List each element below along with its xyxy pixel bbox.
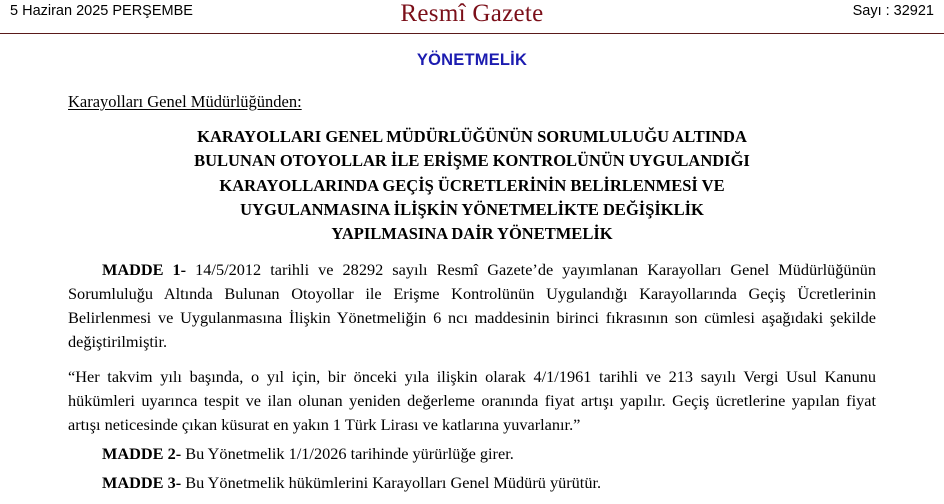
document-title: [68, 125, 876, 246]
issuing-authority: Karayolları Genel Müdürlüğünden:: [68, 92, 302, 111]
amended-sentence-quote: “Her takvim yılı başında, o yıl için, bir önceki yıla ilişkin olarak 4/1/1961 tarihli ve 213 sayılı Vergi Usul Kanunu hükümleri uyarınca tespit ve ilan olunan yeniden değerleme oranında fiyat artışı yapılır. Geçiş ücretlerine yapılan fiyat artışı neticesinde çıkan küsurat en yakın 1 Türk Lirası ve katlarına yuvarlanır.”: [68, 367, 876, 434]
document-title-line: KARAYOLLARINDA GEÇİŞ ÜCRETLERİNİN BELİRLENMESİ VE: [219, 175, 725, 195]
article-2-label: MADDE 2-: [102, 443, 182, 463]
document-title-line: YAPILMASINA DAİR YÖNETMELİK: [331, 224, 613, 243]
masthead-date: 5 Haziran 2025 PERŞEMBE: [10, 3, 193, 19]
article-2-paragraph: [68, 442, 876, 466]
article-1-label: MADDE 1-: [102, 260, 187, 280]
article-2-text: Bu Yönetmelik 1/1/2026 tarihinde yürürlüğe girer.: [181, 443, 514, 463]
section-heading: YÖNETMELİK: [416, 51, 528, 69]
masthead: [0, 0, 944, 34]
document-title-line: KARAYOLLARI GENEL MÜDÜRLÜĞÜNÜN SORUMLULUĞU ALTINDA: [197, 127, 747, 146]
document-title-line: BULUNAN OTOYOLLAR İLE ERİŞME KONTROLÜNÜN UYGULANDIĞI: [194, 151, 750, 171]
masthead-issue-number: Sayı : 32921: [852, 3, 934, 19]
document-body: [0, 92, 944, 494]
masthead-title: Resmî Gazete: [400, 0, 544, 27]
document-title-line: UYGULANMASINA İLİŞKİN YÖNETMELİKTE DEĞİŞİKLİK: [240, 199, 704, 219]
article-1-paragraph: [68, 258, 876, 353]
article-3-paragraph: [68, 471, 876, 495]
article-3-text: Bu Yönetmelik hükümlerini Karayolları Genel Müdürü yürütür.: [181, 472, 602, 492]
article-1-text: 14/5/2012 tarihli ve 28292 sayılı Resmî Gazete’de yayımlanan Karayolları Genel Müdürlüğünün Sorumluluğu Altında Bulunan Otoyollar ile Erişme Kontrolünün Uygulandığı Karayollarında Geçiş Ücretlerinin Belirlenmesi ve Uygulanmasına İlişkin Yönetmeliğin 6 ncı maddesinin birinci fıkrasının son cümlesi aşağıdaki şekilde değiştirilmiştir.: [68, 260, 876, 351]
article-3-label: MADDE 3-: [102, 472, 182, 492]
